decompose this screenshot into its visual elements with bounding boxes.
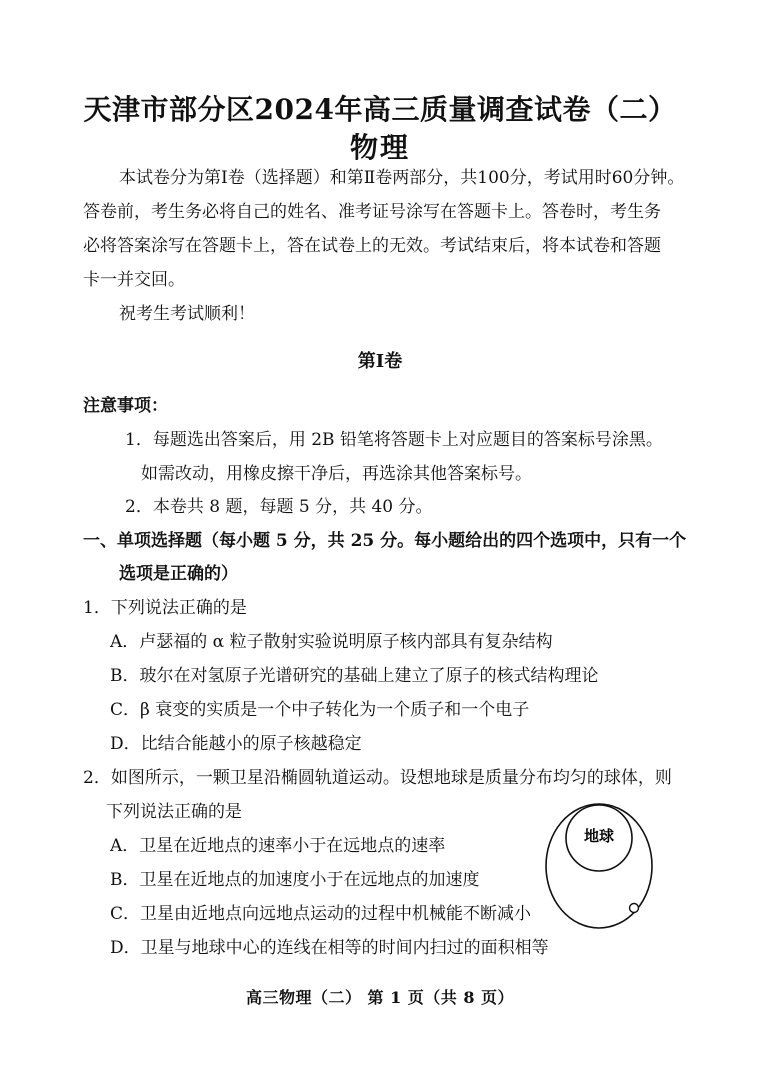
intro-line-4: 卡一并交回。	[83, 270, 185, 290]
note-1-cont: 如需改动，用橡皮擦干净后，再选涂其他答案标号。	[141, 464, 532, 484]
subject-title: 物理	[349, 131, 410, 164]
earth-label: 地球	[583, 827, 615, 845]
intro-line-3: 必将答案涂写在答题卡上，答在试卷上的无效。考试结束后，将本试卷和答题	[83, 236, 661, 256]
question-1-option-a: A．卢瑟福的 α 粒子散射实验说明原子核内部具有复杂结构	[110, 632, 553, 652]
page-footer: 高三物理（二） 第 1 页（共 8 页）	[245, 988, 515, 1007]
orbit-figure	[540, 802, 665, 932]
notes-heading: 注意事项：	[83, 396, 168, 416]
intro-line-2: 答卷前，考生务必将自己的姓名、准考证号涂写在答题卡上。答卷时，考生务	[83, 202, 661, 222]
question-1-option-c: C．β 衰变的实质是一个中子转化为一个质子和一个电子	[110, 700, 530, 720]
wish-line: 祝考生考试顺利！	[119, 304, 255, 324]
question-2-option-c: C．卫星由近地点向远地点运动的过程中机械能不断减小	[110, 904, 532, 924]
question-2-option-b: B．卫星在近地点的加速度小于在远地点的加速度	[110, 870, 480, 890]
question-2-stem: 2．如图所示，一颗卫星沿椭圆轨道运动。设想地球是质量分布均匀的球体，则	[83, 768, 672, 788]
note-2: 2．本卷共 8 题，每题 5 分，共 40 分。	[125, 497, 433, 517]
question-1-option-d: D．比结合能越小的原子核越稳定	[110, 734, 362, 754]
satellite-icon	[630, 904, 639, 913]
note-1: 1．每题选出答案后，用 2B 铅笔将答题卡上对应题目的答案标号涂黑。	[125, 430, 663, 450]
question-2-option-a: A．卫星在近地点的速率小于在远地点的速率	[110, 836, 446, 856]
question-1-stem: 1．下列说法正确的是	[83, 598, 247, 618]
question-1-option-b: B．玻尔在对氢原子光谱研究的基础上建立了原子的核式结构理论	[110, 666, 599, 686]
question-2-option-d: D．卫星与地球中心的连线在相等的时间内扫过的面积相等	[110, 938, 549, 958]
intro-line-1: 本试卷分为第Ⅰ卷（选择题）和第Ⅱ卷两部分，共100分，考试用时60分钟。	[119, 168, 685, 188]
section-heading-cont: 选项是正确的）	[119, 564, 238, 584]
exam-title: 天津市部分区2024年高三质量调查试卷（二）	[83, 93, 677, 126]
section-heading: 一、单项选择题（每小题 5 分，共 25 分。每小题给出的四个选项中，只有一个	[83, 531, 687, 551]
question-2-stem-cont: 下列说法正确的是	[106, 802, 242, 822]
part-heading: 第Ⅰ卷	[357, 351, 403, 372]
